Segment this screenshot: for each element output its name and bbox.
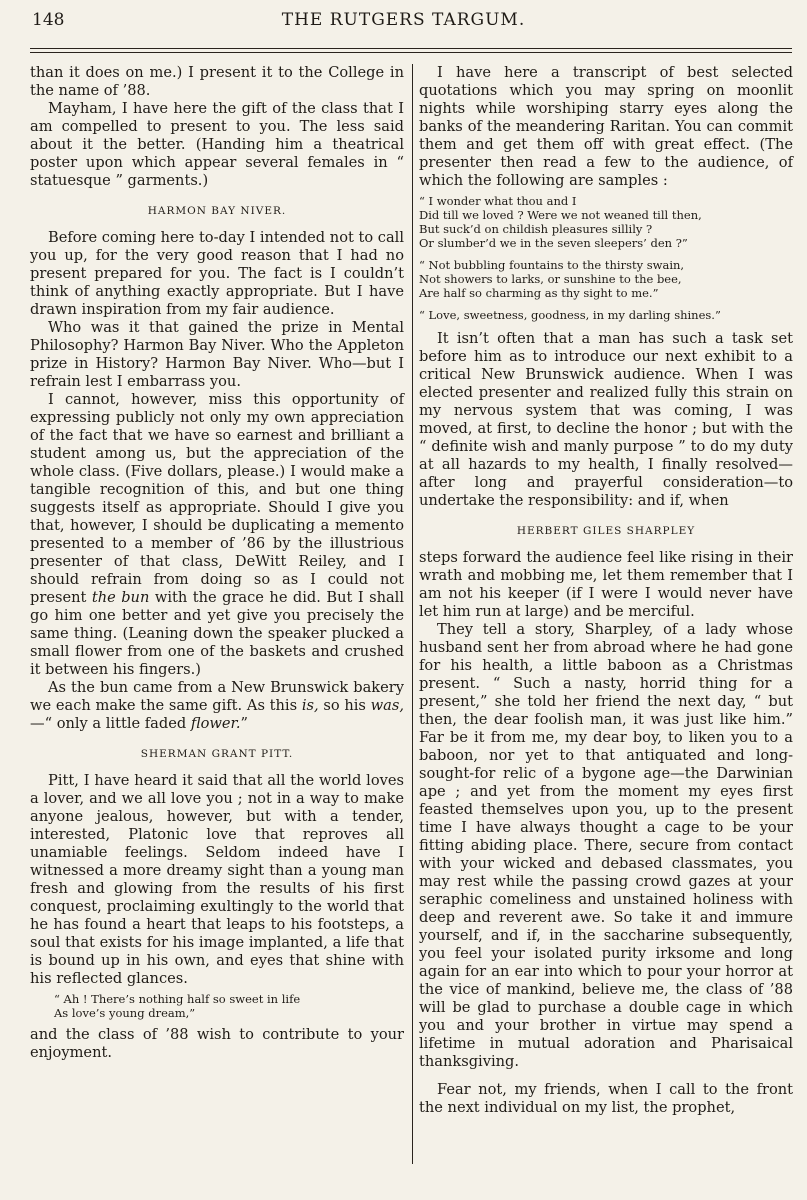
paragraph (30, 391, 404, 679)
paragraph: and the class of ’88 wish to contribute to your enjoyment. (30, 1026, 404, 1061)
column-divider (412, 64, 413, 1164)
verse-line: But suck’d on childish pleasures sillily ? (419, 222, 653, 236)
page-number: 148 (32, 10, 65, 30)
italic-text: flower. (190, 715, 241, 732)
text-run: As the bun came from a New Brunswick bakery we each make the same gift. As this (30, 679, 404, 714)
verse-line: Or slumber’d we in the seven sleepers’ den ?” (419, 236, 688, 250)
page-header (0, 0, 807, 40)
verse-line: “ Not bubbling fountains to the thirsty swain, (419, 258, 685, 272)
verse-line: Are half so charming as thy sight to me.” (419, 286, 659, 300)
section-heading: SHERMAN GRANT PITT. (140, 748, 294, 760)
verse-line: Not showers to larks, or sunshine to the bee, (419, 272, 682, 286)
text-run: I cannot, however, miss this opportunity of expressing publicly not only my own appreciation of the fact that we have so earnest and brilliant a student among us, but the appreciation of the whole class. (Five dollars, please.) I would make a tangible recognition of this, and but one thing suggests itself as appropriate. Should I give you that, however, I should be duplicating a memento presented to a member of ’86 by the illustrious presenter of that class, DeWitt Reiley, and I should refrain from doing so as I could not present (30, 391, 404, 606)
paragraph: than it does on me.) I present it to the College in the name of ’88. (30, 64, 404, 99)
section-heading: HARMON BAY NIVER. (147, 205, 287, 217)
paragraph: Mayham, I have here the gift of the class that I am compelled to present to you. The less said about it the better. (Handing him a theatrical poster upon which appear several females in “ statuesque ” garments.) (30, 100, 404, 189)
paragraph: Who was it that gained the prize in Mental Philosophy? Harmon Bay Niver. Who the Appleton prize in History? Harmon Bay Niver. Who—but I refrain lest I embarrass you. (30, 319, 404, 390)
italic-text: was, (370, 697, 404, 714)
verse-line: Did till we loved ? Were we not weaned till then, (419, 208, 702, 222)
paragraph: Before coming here to-day I intended not to call you up, for the very good reason that I had no present prepared for you. The fact is I couldn’t think of anything exactly appropriate. But I have drawn inspiration from my fair audience. (30, 229, 404, 318)
paragraph: I have here a transcript of best selected quotations which you may spring on moonlit nights while worshiping starry eyes along the banks of the meandering Raritan. You can commit them and get them off with great effect. (The presenter then read a few to the audience, of which the following are samples : (419, 64, 793, 189)
italic-text: the bun (91, 589, 150, 606)
header-rule-bottom (30, 52, 792, 53)
text-run: with the grace he did. But I shall go him one better and yet give you precisely the same thing. (Leaning down the speaker plucked a small flower from one of the baskets and crushed it between his fingers.) (30, 589, 405, 678)
left-column (30, 64, 404, 1162)
right-column (419, 64, 793, 1162)
paragraph: They tell a story, Sharpley, of a lady whose husband sent her from abroad where he had gone for his health, a little baboon as a Christmas present. “ Such a nasty, horrid thing for a present,” she told her friend the next day, “ but then, the dear foolish man, it was just like him.” Far be it from me, my dear boy, to liken you to a baboon, nor yet to that antiquated and long-sought-for relic of a bygone age—the Darwinian ape ; and yet from the moment my eyes first feasted themselves upon you, up to the present time I have always thought a cage to be your fitting abiding place. There, secure from contact with your wicked and debased classmates, you may rest while the passing crowd gazes at your seraphic comeliness and unstained holiness with deep and reverent awe. So take it and immure yourself, and if, in the saccharine subsequently, you feel your isolated purity irksome and long again for an ear into which to pour your horror at the vice of mankind, believe me, the class of ’88 will be glad to purchase a double cage in which you and your brother in virtue may spend a lifetime in mutual adoration and Pharisaical thanksgiving. (419, 621, 793, 1070)
verse-line: “ Love, sweetness, goodness, in my darling shines.” (419, 308, 721, 322)
paragraph (30, 679, 404, 733)
section-heading: HERBERT GILES SHARPLEY (516, 525, 696, 537)
paragraph: steps forward the audience feel like rising in their wrath and mobbing me, let them remember that I am not his keeper (if I were I would never have let him run at large) and be merciful. (419, 549, 793, 620)
header-rule-top (30, 48, 792, 49)
italic-text: is, (301, 697, 319, 714)
paragraph: Fear not, my friends, when I call to the front the next individual on my list, the prophet, (419, 1081, 793, 1116)
text-run: —“ only a little faded (30, 715, 187, 732)
paragraph: Pitt, I have heard it said that all the world loves a lover, and we all love you ; not in a way to make anyone jealous, however, but with a tender, interested, Platonic love that reproves all unamiable feelings. Seldom indeed have I witnessed a more dreamy sight than a young man fresh and glowing from the results of his first conquest, proclaiming exultingly to the world that he has found a heart that leaps to his footsteps, a soul that exists for his image implanted, a life that is bound up in his own, and eyes that shine with his reflected glances. (30, 772, 404, 987)
verse-line: As love’s young dream,” (54, 1006, 196, 1020)
verse-line: “ Ah ! There’s nothing half so sweet in life (54, 992, 301, 1006)
text-run: ” (240, 715, 248, 732)
verse-quote (419, 258, 793, 300)
running-title: THE RUTGERS TARGUM. (281, 10, 526, 30)
verse-quote (419, 194, 793, 250)
verse-line: “ I wonder what thou and I (419, 194, 577, 208)
verse-quote (54, 992, 404, 1020)
paragraph: It isn’t often that a man has such a task set before him as to introduce our next exhibit to a critical New Brunswick audience. When I was elected presenter and realized fully this strain on my nervous system that was coming, I was moved, at first, to decline the honor ; but with the “ definite wish and manly purpose ” to do my duty at all hazards to my health, I finally resolved—after long and prayerful consideration—to undertake the responsibility: and if, when (419, 330, 793, 509)
text-run: so his (323, 697, 366, 714)
verse-quote (419, 308, 793, 322)
